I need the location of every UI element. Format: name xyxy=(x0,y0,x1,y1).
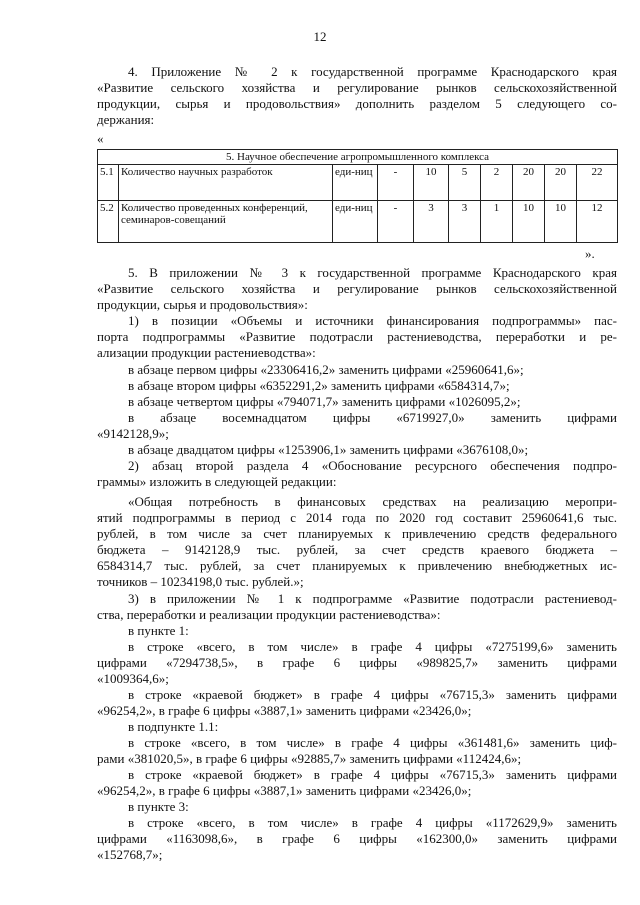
row-value: 20 xyxy=(545,165,577,201)
page-number: 12 xyxy=(313,29,327,44)
text-line: в строке «всего, в том числе» в графе 4 цифры «7275199,6» заменить xyxy=(128,639,617,654)
text-line: в пункте 1: xyxy=(128,623,189,638)
text-line: «152768,7»; xyxy=(97,847,163,862)
row-name: Количество научных разработок xyxy=(119,165,333,201)
text-line: цифрами «1163098,6», в графе 6 цифры «162300,0» заменить цифрами xyxy=(97,831,617,846)
text-line: ализации продукции растениеводства»: xyxy=(97,345,316,360)
row-value: - xyxy=(378,165,414,201)
text-line: бюджета – 9142128,9 тыс. рублей, за счет средств краевого бюджета – xyxy=(97,542,617,557)
row-value: 2 xyxy=(481,165,513,201)
text-line: в абзаце двадцатом цифры «1253906,1» заменить цифрами «3676108,0»; xyxy=(128,442,529,457)
quote-close: ». xyxy=(585,246,595,261)
row-value: 20 xyxy=(513,165,545,201)
row-value: 22 xyxy=(577,165,618,201)
text-line: в абзаце восемнадцатом цифры «6719927,0» заменить цифрами xyxy=(128,410,617,425)
text-line: в абзаце втором цифры «6352291,2» заменить цифрами «6584314,7»; xyxy=(128,378,510,393)
text-line: «Развитие сельского хозяйства и регулирование рынков сельскохозяйственной xyxy=(97,80,617,95)
text-line: в строке «краевой бюджет» в графе 4 цифры «76715,3» заменить цифрами xyxy=(128,687,617,702)
text-line: граммы» изложить в следующей редакции: xyxy=(97,474,337,489)
text-line: порта подпрограммы «Развитие подотрасли растениеводства, переработки и ре- xyxy=(97,329,617,344)
text-line: в строке «всего, в том числе» в графе 4 цифры «1172629,9» заменить xyxy=(128,815,617,830)
text-line: ства, переработки и реализации продукции растениеводства»: xyxy=(97,607,441,622)
text-line: рами «381020,5», в графе 6 цифры «92885,7» заменить цифрами «112424,6»; xyxy=(97,751,522,766)
text-line: 3) в приложении № 1 к подпрограмме «Развитие подотрасли растениевод- xyxy=(128,591,617,606)
text-line: «9142128,9»; xyxy=(97,426,169,441)
text-line: 6584314,7 тыс. рублей, за счет планируемых к привлечению внебюджетных ис- xyxy=(97,558,617,573)
text-line: «96254,2», в графе 6 цифры «3887,1» заменить цифрами «23426,0»; xyxy=(97,703,472,718)
row-value: - xyxy=(378,201,414,243)
row-unit: еди-ниц xyxy=(333,201,378,243)
text-line: 2) абзац второй раздела 4 «Обоснование ресурсного обеспечения подпро- xyxy=(128,458,617,473)
quote-open: « xyxy=(97,131,104,146)
table-row xyxy=(98,165,618,201)
row-value: 10 xyxy=(513,201,545,243)
text-line: «Развитие сельского хозяйства и регулирование рынков сельскохозяйственной xyxy=(97,281,617,296)
row-value: 5 xyxy=(449,165,481,201)
table-row xyxy=(98,201,618,243)
row-name: Количество проведенных конференций, семинаров-совещаний xyxy=(119,201,333,243)
text-line: «Общая потребность в финансовых средствах на реализацию меропри- xyxy=(128,494,617,509)
table-header-row xyxy=(98,150,618,165)
science-table xyxy=(97,149,618,243)
text-line: в абзаце первом цифры «23306416,2» заменить цифрами «25960641,6»; xyxy=(128,362,524,377)
row-value: 3 xyxy=(414,201,449,243)
text-line: 4. Приложение № 2 к государственной программе Краснодарского края xyxy=(128,64,617,79)
text-line: «1009364,6»; xyxy=(97,671,169,686)
text-line: в строке «краевой бюджет» в графе 4 цифры «76715,3» заменить цифрами xyxy=(128,767,617,782)
text-line: в пункте 3: xyxy=(128,799,189,814)
text-line: «96254,2», в графе 6 цифры «3887,1» заменить цифрами «23426,0»; xyxy=(97,783,472,798)
text-line: в подпункте 1.1: xyxy=(128,719,219,734)
text-line: точников – 10234198,0 тыс. рублей.»; xyxy=(97,574,304,589)
text-line: 5. В приложении № 3 к государственной программе Краснодарского края xyxy=(128,265,617,280)
row-number: 5.1 xyxy=(98,165,119,201)
row-unit: еди-ниц xyxy=(333,165,378,201)
text-line: рублей, в том числе за счет планируемых к привлечению средств федерального xyxy=(97,526,617,541)
row-value: 3 xyxy=(449,201,481,243)
row-value: 10 xyxy=(545,201,577,243)
row-value: 12 xyxy=(577,201,618,243)
text-line: продукции, сырья и продовольствия»: xyxy=(97,297,308,312)
text-line: держания: xyxy=(97,112,155,127)
text-line: цифрами «7294738,5», в графе 6 цифры «989825,7» заменить цифрами xyxy=(97,655,617,670)
text-line: 1) в позиции «Объемы и источники финансирования подпрограммы» пас- xyxy=(128,313,617,328)
row-number: 5.2 xyxy=(98,201,119,243)
section-title: 5. Научное обеспечение агропромышленного комплекса xyxy=(98,150,618,165)
text-line: продукции, сырья и продовольствия» дополнить разделом 5 следующего со- xyxy=(97,96,617,111)
text-line: ятий подпрограммы в период с 2014 года по 2020 год составит 25960641,6 тыс. xyxy=(97,510,617,525)
text-line: в строке «всего, в том числе» в графе 4 цифры «361481,6» заменить циф- xyxy=(128,735,617,750)
row-value: 1 xyxy=(481,201,513,243)
text-line: в абзаце четвертом цифры «794071,7» заменить цифрами «1026095,2»; xyxy=(128,394,521,409)
row-value: 10 xyxy=(414,165,449,201)
